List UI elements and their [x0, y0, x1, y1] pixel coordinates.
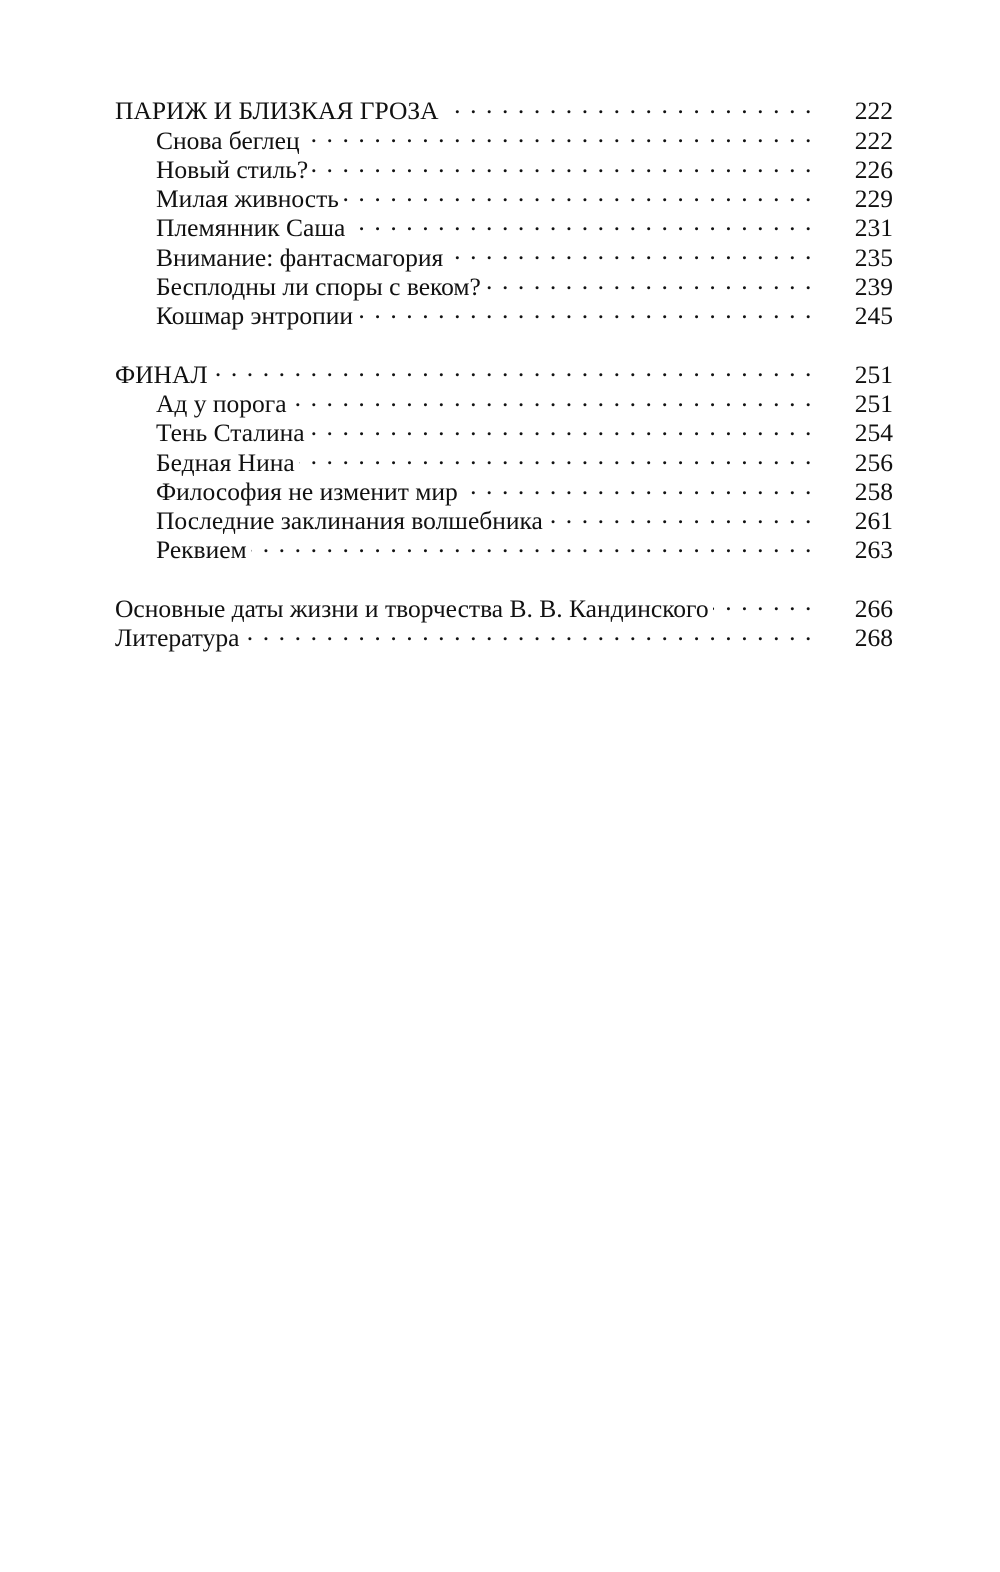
toc-page-number: 261 [854, 506, 893, 536]
toc-entry-title: Кошмар энтропии [156, 301, 354, 331]
table-of-contents [115, 90, 893, 653]
toc-page-number: 239 [854, 272, 893, 302]
toc-dot-leader [343, 178, 813, 207]
toc-dot-leader [547, 500, 813, 529]
toc-entry-title: Последние заклинания волшебника [156, 506, 543, 536]
toc-entry-title: Бедная Нина [156, 447, 295, 477]
toc-entry [115, 383, 893, 418]
toc-page-number: 258 [854, 476, 893, 506]
toc-page-number: 229 [854, 184, 893, 214]
toc-section-title: ПАРИЖ И БЛИЗКАЯ ГРОЗА [115, 96, 439, 126]
toc-entry-title: Бесплодны ли споры с веком? [156, 272, 481, 302]
toc-entry-title: Внимание: фантасмагория [156, 242, 444, 272]
toc-page-number: 251 [854, 388, 893, 418]
toc-entry-title: Философия не изменит мир [156, 476, 458, 506]
toc-entry-title: Основные даты жизни и творчества В. В. Кандинского [115, 593, 709, 623]
toc-dot-leader [304, 119, 813, 148]
toc-entry-title: Литература [115, 623, 240, 653]
toc-page-number: 235 [854, 242, 893, 272]
toc-dot-leader [251, 529, 813, 558]
toc-dot-leader [291, 383, 813, 412]
toc-entry-title: Снова беглец [156, 125, 300, 155]
toc-dot-leader [443, 90, 813, 119]
toc-section-final [115, 353, 893, 389]
toc-entry-title: Племянник Саша [156, 213, 346, 243]
toc-entry-title: Ад у порога [156, 388, 287, 418]
toc-page-number: 251 [854, 359, 893, 389]
toc-page-number: 222 [854, 125, 893, 155]
toc-page-number: 222 [854, 96, 893, 126]
toc-dot-leader [462, 471, 813, 500]
toc-dot-leader [357, 295, 813, 324]
toc-section-title: ФИНАЛ [115, 359, 208, 389]
toc-page-number: 226 [854, 154, 893, 184]
toc-dot-leader [312, 149, 813, 178]
toc-dot-leader [243, 617, 813, 646]
toc-dot-leader [447, 236, 813, 265]
toc-dot-leader [299, 441, 813, 470]
toc-page-number: 256 [854, 447, 893, 477]
toc-page-number: 231 [854, 213, 893, 243]
toc-page-number: 254 [854, 418, 893, 448]
toc-section-paris [115, 90, 893, 126]
toc-entry-title: Тень Сталина [156, 418, 305, 448]
toc-dot-leader [212, 353, 813, 382]
toc-page-number: 268 [854, 623, 893, 653]
toc-page-number: 245 [854, 301, 893, 331]
toc-entry-title: Новый стиль? [156, 154, 309, 184]
toc-page-number: 263 [854, 535, 893, 565]
toc-page-number: 266 [854, 593, 893, 623]
toc-dot-leader [713, 587, 813, 616]
toc-entry-title: Милая живность [156, 184, 339, 214]
toc-appendix-entry [115, 587, 893, 623]
toc-dot-leader [485, 266, 813, 295]
toc-dot-leader [349, 207, 813, 236]
toc-entry-title: Реквием [156, 535, 247, 565]
toc-dot-leader [309, 412, 813, 441]
